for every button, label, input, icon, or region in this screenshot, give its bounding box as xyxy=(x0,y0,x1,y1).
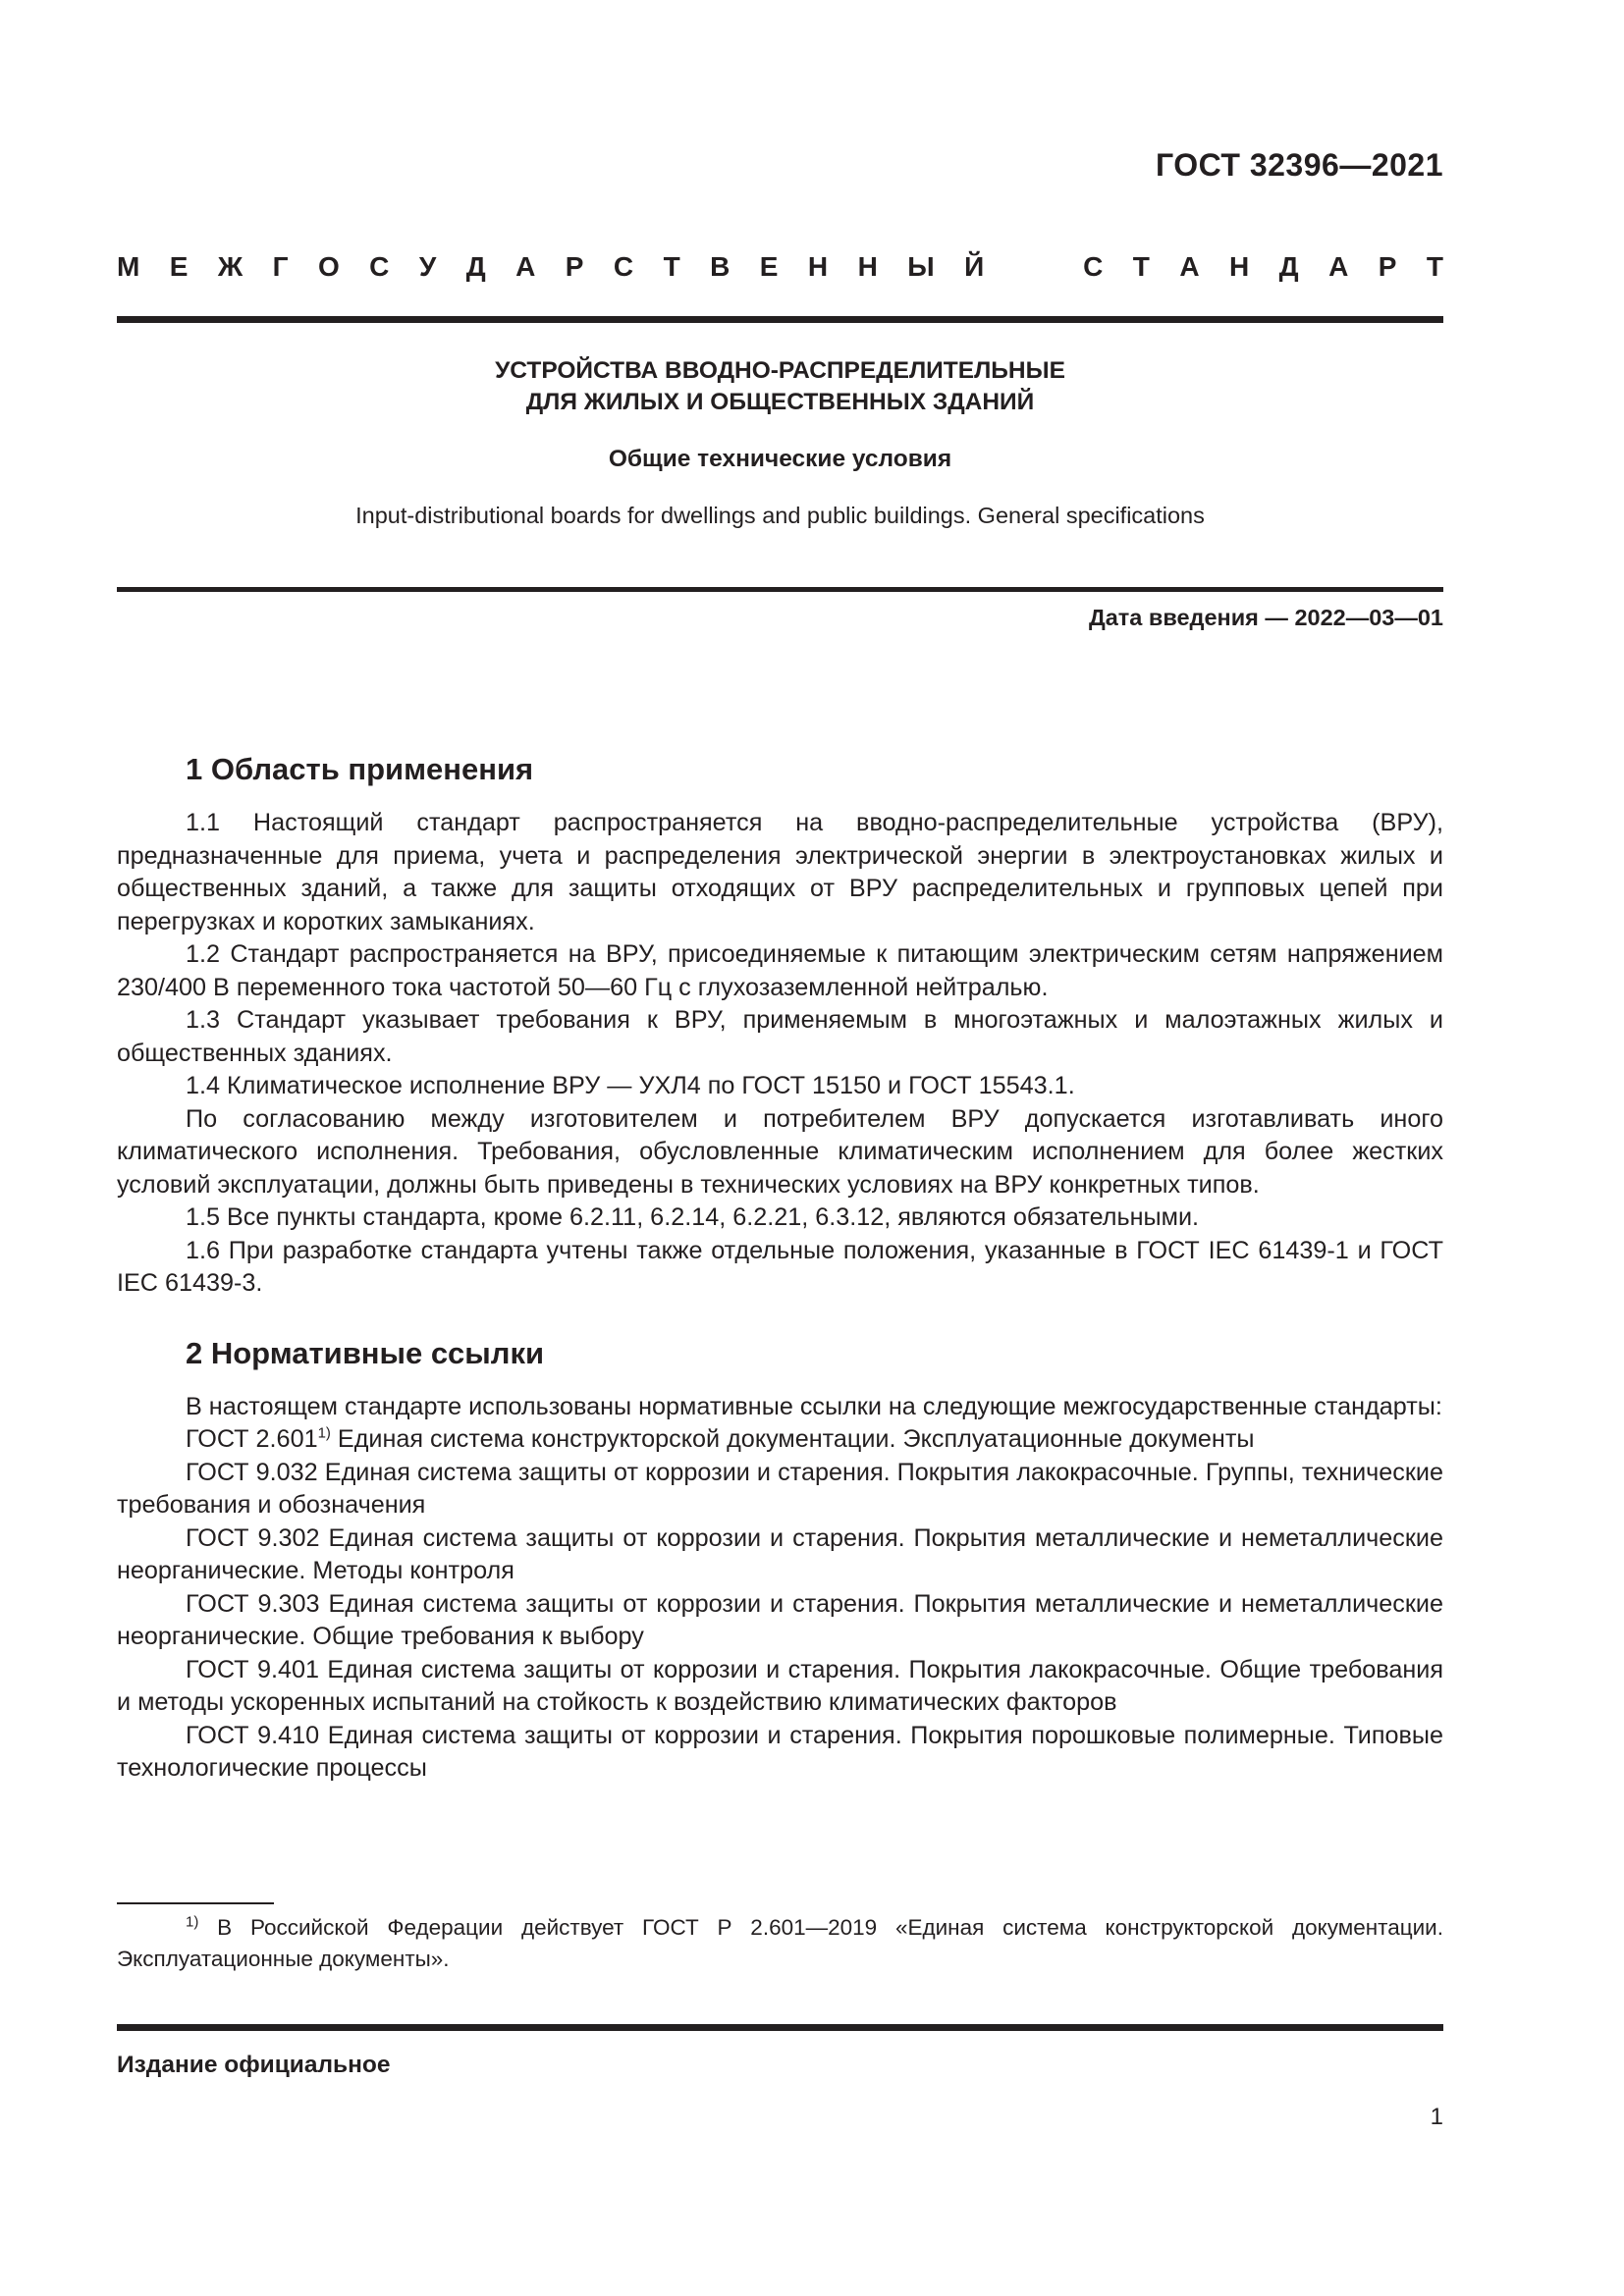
section-2-title: 2 Нормативные ссылки xyxy=(186,1335,545,1370)
paragraph: 1.1 Настоящий стандарт распространяется на вводно-распределительные устройства (ВРУ), предназначенные для приема, учета и распределения электрической энергии в электроустановках жилых и общественных зданий, а также для защиты отходящих от ВРУ распределительных и групповых цепей при перегрузках и коротких замыканиях. xyxy=(117,809,1443,935)
title-line-1: УСТРОЙСТВА ВВОДНО-РАСПРЕДЕЛИТЕЛЬНЫЕ xyxy=(495,357,1065,384)
reference-item: ГОСТ 9.410 Единая система защиты от коррозии и старения. Покрытия порошковые полимерные. Типовые технологические процессы xyxy=(117,1721,1443,1782)
paragraph: 1.6 При разработке стандарта учтены также отдельные положения, указанные в ГОСТ IEC 61439-1 и ГОСТ IEC 61439-3. xyxy=(117,1236,1443,1297)
title-block xyxy=(117,355,1443,529)
reference-item: ГОСТ 9.303 Единая система защиты от коррозии и старения. Покрытия металлические и неметаллические неорганические. Общие требования к выбору xyxy=(117,1589,1443,1650)
reference-code: ГОСТ 2.601 xyxy=(186,1425,318,1453)
paragraph: 1.4 Климатическое исполнение ВРУ — УХЛ4 по ГОСТ 15150 и ГОСТ 15543.1. xyxy=(186,1072,1075,1099)
reference-title: Единая система конструкторской документации. Эксплуатационные документы xyxy=(330,1425,1255,1453)
reference-item: ГОСТ 9.032 Единая система защиты от коррозии и старения. Покрытия лакокрасочные. Группы, технические требования и обозначения xyxy=(117,1458,1443,1519)
heading-letter: Т xyxy=(1132,251,1150,282)
heading-letter: А xyxy=(515,251,536,282)
reference-item: ГОСТ 9.401 Единая система защиты от коррозии и старения. Покрытия лакокрасочные. Общие требования и методы ускоренных испытаний на стойкость к воздействию климатических факторов xyxy=(117,1655,1443,1716)
title-divider xyxy=(117,587,1443,592)
heading-letter: С xyxy=(1083,251,1104,282)
heading-letter: А xyxy=(1328,251,1349,282)
paragraph: 1.5 Все пункты стандарта, кроме 6.2.11, 6.2.14, 6.2.21, 6.3.12, являются обязательными. xyxy=(186,1203,1200,1231)
footnote-separator xyxy=(117,1902,274,1904)
heading-letter: Н xyxy=(807,251,829,282)
heading-letter: Т xyxy=(663,251,680,282)
footer-divider xyxy=(117,2024,1443,2031)
document-title xyxy=(117,355,1443,418)
heading-letter: У xyxy=(418,251,437,282)
reference-item: ГОСТ 9.302 Единая система защиты от коррозии и старения. Покрытия металлические и неметаллические неорганические. Методы контроля xyxy=(117,1523,1443,1584)
interstate-standard-heading xyxy=(117,251,1443,283)
heading-letter: С xyxy=(369,251,390,282)
heading-letter: Н xyxy=(1229,251,1250,282)
header-divider xyxy=(117,316,1443,323)
heading-letter: Е xyxy=(169,251,189,282)
footnote-text: В Российской Федерации действует ГОСТ Р 2.601—2019 «Единая система конструкторской документации. Эксплуатационные документы». xyxy=(117,1915,1443,1971)
heading-letter: Д xyxy=(1278,251,1299,282)
footnote xyxy=(117,1912,1443,1975)
paragraph: 1.2 Стандарт распространяется на ВРУ, присоединяемые к питающим электрическим сетям напряжением 230/400 В переменного тока частотой 50—60 Гц с глухозаземленной нейтралью. xyxy=(117,940,1443,1001)
word-gap xyxy=(1014,251,1054,283)
heading-letter: Н xyxy=(857,251,878,282)
title-line-2: ДЛЯ ЖИЛЫХ И ОБЩЕСТВЕННЫХ ЗДАНИЙ xyxy=(525,389,1035,415)
paragraph: В настоящем стандарте использованы нормативные ссылки на следующие межгосударственные стандарты: xyxy=(186,1392,1442,1420)
document-subtitle: Общие технические условия xyxy=(608,446,952,472)
reference-item xyxy=(117,1423,1443,1457)
official-edition-label: Издание официальное xyxy=(117,2052,391,2078)
english-title: Input-distributional boards for dwellings and public buildings. General specifications xyxy=(355,503,1205,528)
page-number: 1 xyxy=(1430,2104,1443,2130)
heading-letter: Ы xyxy=(907,251,935,282)
heading-letter: А xyxy=(1179,251,1200,282)
heading-letter: Е xyxy=(759,251,779,282)
heading-letter: Р xyxy=(565,251,584,282)
heading-letter: М xyxy=(117,251,140,282)
heading-letter: Д xyxy=(465,251,486,282)
heading-letter: Т xyxy=(1426,251,1443,282)
section-1-title: 1 Область применения xyxy=(186,752,534,786)
heading-letter: Р xyxy=(1378,251,1397,282)
paragraph: 1.3 Стандарт указывает требования к ВРУ, применяемым в многоэтажных и малоэтажных жилых и общественных зданиях. xyxy=(117,1006,1443,1067)
heading-letter: С xyxy=(613,251,634,282)
footnote-marker: 1) xyxy=(317,1424,331,1442)
heading-letter: Й xyxy=(964,251,985,282)
heading-letter: О xyxy=(317,251,340,282)
footnote-marker: 1) xyxy=(186,1913,199,1931)
heading-letter: Г xyxy=(272,251,289,282)
gost-number: ГОСТ 32396—2021 xyxy=(1155,147,1443,183)
main-content xyxy=(117,750,1443,1786)
introduction-date: Дата введения — 2022—03—01 xyxy=(1088,605,1443,630)
heading-letter: Ж xyxy=(217,251,244,282)
heading-letter: В xyxy=(710,251,731,282)
paragraph: По согласованию между изготовителем и потребителем ВРУ допускается изготавливать иного климатического исполнения. Требования, обусловленные климатическим исполнением для более жестких условий эксплуатации, должны быть приведены в технических условиях на ВРУ конкретных типов. xyxy=(117,1104,1443,1199)
